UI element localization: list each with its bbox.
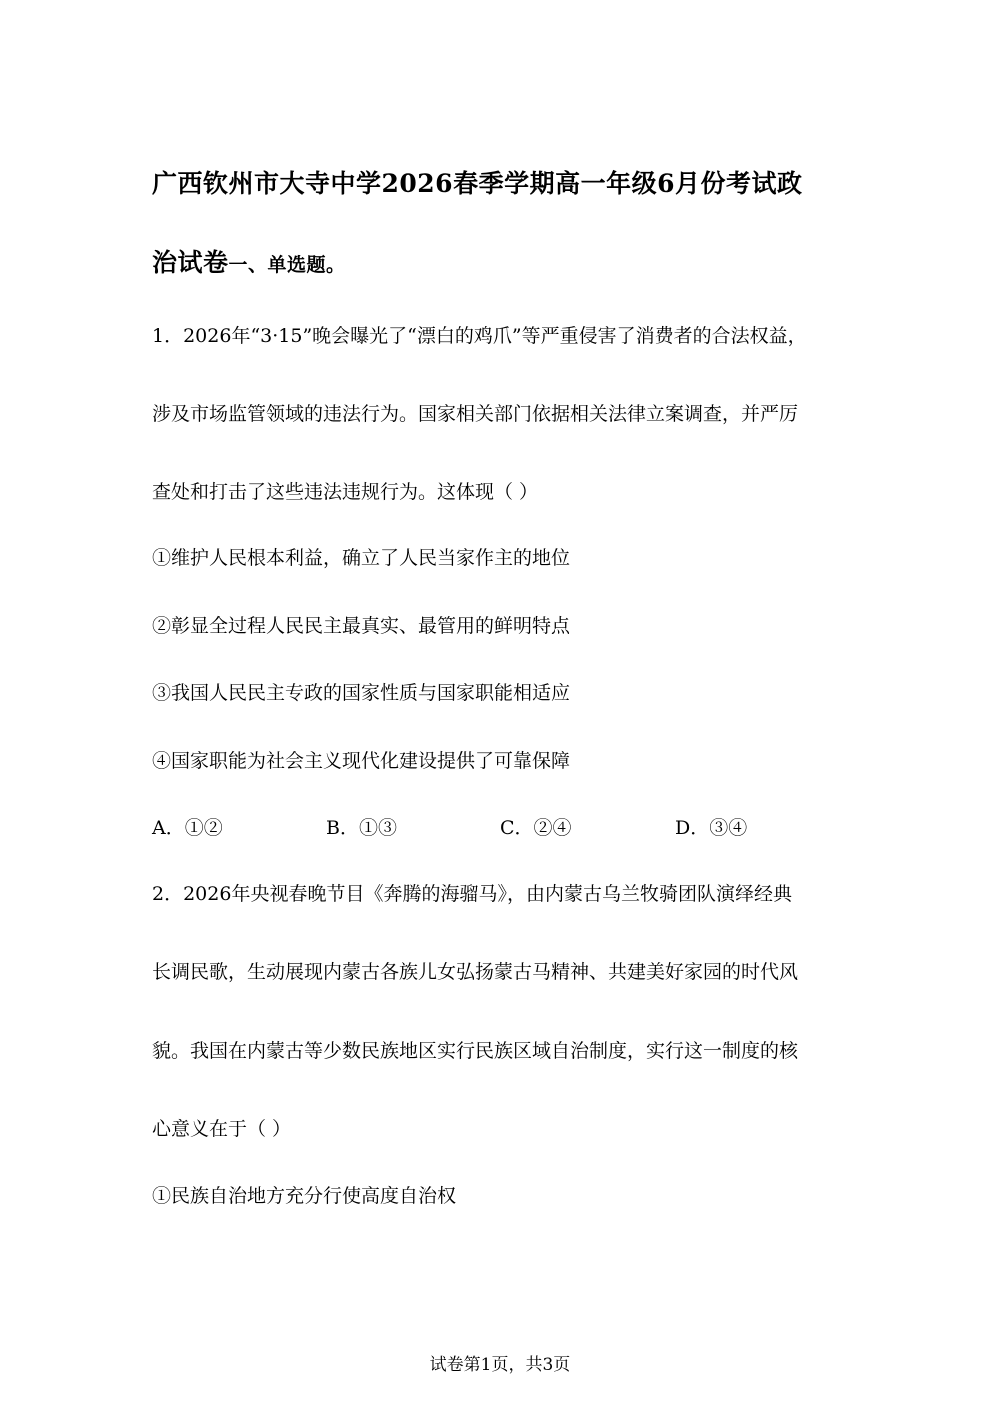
question-1-stem-line-3: 查处和打击了这些违法违规行为。这体现（ ） xyxy=(152,481,539,503)
question-1-option-b[interactable]: B．①③ xyxy=(326,817,397,839)
page-footer: 试卷第1页，共3页 xyxy=(429,1355,571,1375)
question-1-option-c[interactable]: C．②④ xyxy=(500,817,572,839)
question-2-stem-line-2: 长调民歌，生动展现内蒙古各族儿女弘扬蒙古马精神、共建美好家园的时代风 xyxy=(152,961,799,983)
question-1-item-2: ②彰显全过程人民民主最真实、最管用的鲜明特点 xyxy=(152,615,571,637)
question-1-item-4: ④国家职能为社会主义现代化建设提供了可靠保障 xyxy=(152,750,571,772)
document-title-line-1: 广西钦州市大寺中学2026春季学期高一年级6月份考试政 xyxy=(152,169,803,198)
question-1-option-a[interactable]: A．①② xyxy=(152,817,223,839)
question-1-option-d[interactable]: D．③④ xyxy=(675,817,748,839)
question-2-stem-line-3: 貌。我国在内蒙古等少数民族地区实行民族区域自治制度，实行这一制度的核 xyxy=(152,1040,799,1062)
question-1-stem-line-1: 1．2026年“3·15”晚会曝光了“漂白的鸡爪”等严重侵害了消费者的合法权益， xyxy=(152,325,807,347)
question-2-item-1: ①民族自治地方充分行使高度自治权 xyxy=(152,1185,457,1207)
question-1-item-3: ③我国人民民主专政的国家性质与国家职能相适应 xyxy=(152,682,571,704)
section-heading: 一、单选题。 xyxy=(228,254,346,276)
question-2-stem-line-1: 2．2026年央视春晚节目《奔腾的海骝马》，由内蒙古乌兰牧骑团队演绎经典 xyxy=(152,883,792,905)
document-title-line-2 xyxy=(152,247,346,281)
document-title-line-2-text: 治试卷 xyxy=(152,248,229,277)
question-1-item-1: ①维护人民根本利益，确立了人民当家作主的地位 xyxy=(152,547,571,569)
question-1-stem-line-2: 涉及市场监管领域的违法行为。国家相关部门依据相关法律立案调查，并严厉 xyxy=(152,403,799,425)
question-2-stem-line-4: 心意义在于（ ） xyxy=(152,1118,292,1140)
